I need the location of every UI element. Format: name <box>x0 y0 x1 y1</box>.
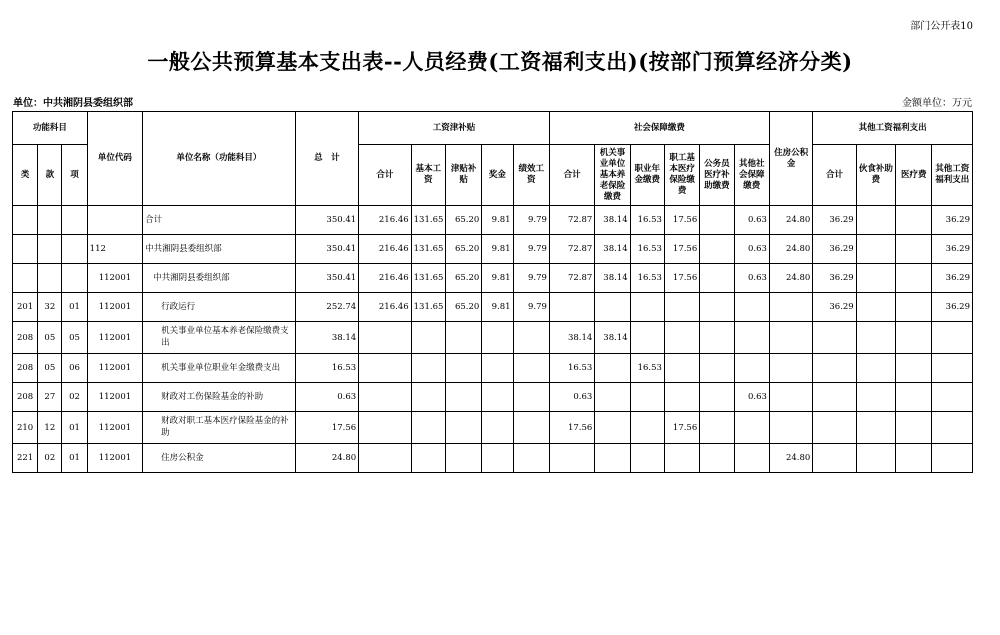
header-wage-col: 奖金 <box>482 145 513 206</box>
cell-amount: 65.20 <box>445 264 481 293</box>
cell-amount <box>813 383 856 412</box>
cell-amount <box>411 354 445 383</box>
cell-amount <box>513 383 549 412</box>
cell-amount: 131.65 <box>411 264 445 293</box>
cell-amount <box>595 293 630 322</box>
cell-amount: 252.74 <box>295 293 359 322</box>
cell-amount <box>896 264 932 293</box>
cell-amount: 72.87 <box>549 264 594 293</box>
cell-xiang <box>62 206 87 235</box>
cell-amount <box>359 444 411 473</box>
cell-lei <box>13 206 38 235</box>
cell-amount <box>700 354 734 383</box>
cell-kuan: 05 <box>38 322 62 354</box>
header-wage-col: 津贴补贴 <box>445 145 481 206</box>
header-wage-col: 绩效工资 <box>513 145 549 206</box>
cell-unit-name: 机关事业单位职业年金缴费支出 <box>143 354 295 383</box>
cell-amount: 9.79 <box>513 206 549 235</box>
cell-amount <box>664 354 699 383</box>
cell-amount <box>769 412 812 444</box>
cell-unit-code: 112001 <box>87 383 143 412</box>
header-unit-code: 单位代码 <box>87 112 143 206</box>
cell-amount: 24.80 <box>769 444 812 473</box>
page-title: 一般公共预算基本支出表--人员经费(工资福利支出)(按部门预算经济分类) <box>147 49 853 74</box>
cell-lei: 208 <box>13 354 38 383</box>
cell-amount: 65.20 <box>445 206 481 235</box>
cell-xiang: 02 <box>62 383 87 412</box>
cell-unit-name: 中共湘阴县委组织部 <box>143 235 295 264</box>
cell-lei: 210 <box>13 412 38 444</box>
header-total: 总 计 <box>295 112 359 206</box>
table-row <box>13 264 973 293</box>
cell-amount <box>932 383 973 412</box>
header-row-top <box>13 112 973 145</box>
cell-amount: 38.14 <box>549 322 594 354</box>
cell-amount <box>411 444 445 473</box>
cell-amount: 16.53 <box>630 235 664 264</box>
cell-amount: 350.41 <box>295 235 359 264</box>
cell-amount: 16.53 <box>549 354 594 383</box>
cell-amount: 17.56 <box>664 235 699 264</box>
header-social-col: 其他社会保障缴费 <box>734 145 769 206</box>
cell-amount: 36.29 <box>813 264 856 293</box>
cell-unit-name: 中共湘阴县委组织部 <box>143 264 295 293</box>
cell-amount: 17.56 <box>664 206 699 235</box>
cell-amount <box>482 383 513 412</box>
cell-kuan: 02 <box>38 444 62 473</box>
cell-amount <box>630 383 664 412</box>
header-lei: 类 <box>13 145 38 206</box>
cell-amount: 0.63 <box>549 383 594 412</box>
cell-amount <box>482 322 513 354</box>
cell-amount <box>896 293 932 322</box>
amount-unit-label: 金额单位：万元 <box>902 98 972 109</box>
budget-table <box>12 111 973 473</box>
cell-amount <box>896 235 932 264</box>
cell-amount <box>359 322 411 354</box>
cell-amount: 9.81 <box>482 293 513 322</box>
cell-amount: 16.53 <box>630 354 664 383</box>
cell-lei: 208 <box>13 383 38 412</box>
cell-amount <box>856 322 895 354</box>
cell-amount <box>513 444 549 473</box>
cell-amount: 24.80 <box>769 235 812 264</box>
cell-amount: 24.80 <box>769 206 812 235</box>
cell-amount: 16.53 <box>630 264 664 293</box>
cell-amount <box>734 412 769 444</box>
header-other-col: 其他工资福利支出 <box>932 145 973 206</box>
cell-lei: 208 <box>13 322 38 354</box>
cell-amount: 36.29 <box>932 264 973 293</box>
cell-amount <box>549 444 594 473</box>
cell-amount <box>630 322 664 354</box>
cell-lei <box>13 264 38 293</box>
header-wage-group: 工资津补贴 <box>359 112 550 145</box>
cell-amount: 38.14 <box>295 322 359 354</box>
cell-amount: 350.41 <box>295 206 359 235</box>
cell-amount: 9.79 <box>513 264 549 293</box>
cell-amount: 16.53 <box>295 354 359 383</box>
cell-kuan <box>38 206 62 235</box>
table-row <box>13 354 973 383</box>
cell-amount: 38.14 <box>595 235 630 264</box>
cell-amount <box>630 444 664 473</box>
cell-xiang: 05 <box>62 322 87 354</box>
cell-amount: 216.46 <box>359 235 411 264</box>
cell-amount: 9.81 <box>482 206 513 235</box>
cell-amount: 0.63 <box>734 206 769 235</box>
cell-amount: 9.79 <box>513 235 549 264</box>
cell-kuan: 12 <box>38 412 62 444</box>
cell-amount <box>359 354 411 383</box>
cell-amount <box>769 322 812 354</box>
cell-amount <box>549 293 594 322</box>
table-row <box>13 206 973 235</box>
cell-amount <box>896 354 932 383</box>
cell-unit-code: 112001 <box>87 444 143 473</box>
cell-amount <box>856 383 895 412</box>
cell-amount: 38.14 <box>595 206 630 235</box>
cell-amount <box>769 383 812 412</box>
cell-amount: 36.29 <box>932 293 973 322</box>
header-wage-col: 合计 <box>359 145 411 206</box>
cell-amount <box>813 444 856 473</box>
header-social-col: 机关事业单位基本养老保险缴费 <box>595 145 630 206</box>
cell-amount: 36.29 <box>932 206 973 235</box>
cell-amount: 9.81 <box>482 264 513 293</box>
header-other-col: 伙食补助费 <box>856 145 895 206</box>
cell-amount <box>700 293 734 322</box>
cell-unit-name: 财政对工伤保险基金的补助 <box>143 383 295 412</box>
cell-amount <box>769 293 812 322</box>
cell-amount: 216.46 <box>359 264 411 293</box>
cell-kuan: 27 <box>38 383 62 412</box>
cell-amount: 36.29 <box>813 235 856 264</box>
header-social-group: 社会保障缴费 <box>549 112 769 145</box>
table-row <box>13 322 973 354</box>
cell-amount <box>482 412 513 444</box>
cell-amount: 0.63 <box>734 235 769 264</box>
cell-amount <box>813 322 856 354</box>
header-unit-name: 单位名称（功能科目） <box>143 112 295 206</box>
cell-amount <box>513 322 549 354</box>
header-wage-col: 基本工资 <box>411 145 445 206</box>
cell-unit-code: 112 <box>87 235 143 264</box>
table-row <box>13 412 973 444</box>
table-row <box>13 235 973 264</box>
header-other-col: 医疗费 <box>896 145 932 206</box>
cell-amount: 72.87 <box>549 235 594 264</box>
header-social-col: 职工基本医疗保险缴费 <box>664 145 699 206</box>
cell-amount <box>896 383 932 412</box>
cell-unit-name: 财政对职工基本医疗保险基金的补助 <box>143 412 295 444</box>
cell-amount <box>856 354 895 383</box>
cell-amount <box>411 322 445 354</box>
cell-amount <box>813 412 856 444</box>
cell-amount <box>359 412 411 444</box>
cell-amount <box>932 412 973 444</box>
cell-unit-code: 112001 <box>87 412 143 444</box>
cell-amount: 17.56 <box>664 412 699 444</box>
page-number: 部门公开表10 <box>910 21 973 32</box>
cell-amount: 0.63 <box>295 383 359 412</box>
cell-amount <box>630 293 664 322</box>
cell-amount <box>932 322 973 354</box>
header-other-group: 其他工资福利支出 <box>813 112 973 145</box>
cell-kuan: 32 <box>38 293 62 322</box>
cell-amount: 0.63 <box>734 383 769 412</box>
cell-amount: 36.29 <box>932 235 973 264</box>
cell-unit-name: 行政运行 <box>143 293 295 322</box>
table-row <box>13 383 973 412</box>
cell-amount <box>595 383 630 412</box>
cell-amount: 38.14 <box>595 322 630 354</box>
cell-amount <box>700 206 734 235</box>
cell-amount <box>856 264 895 293</box>
cell-amount <box>411 412 445 444</box>
cell-amount: 72.87 <box>549 206 594 235</box>
cell-amount <box>700 235 734 264</box>
cell-xiang <box>62 235 87 264</box>
cell-kuan <box>38 264 62 293</box>
cell-amount <box>734 354 769 383</box>
header-social-col: 公务员医疗补助缴费 <box>700 145 734 206</box>
cell-amount <box>411 383 445 412</box>
header-xiang: 项 <box>62 145 87 206</box>
cell-amount: 131.65 <box>411 206 445 235</box>
cell-xiang <box>62 264 87 293</box>
cell-amount: 24.80 <box>295 444 359 473</box>
table-body <box>13 206 973 473</box>
header-other-col: 合计 <box>813 145 856 206</box>
cell-amount <box>445 322 481 354</box>
cell-amount: 216.46 <box>359 206 411 235</box>
cell-amount <box>932 444 973 473</box>
cell-amount <box>734 444 769 473</box>
cell-amount: 24.80 <box>769 264 812 293</box>
cell-amount <box>896 444 932 473</box>
cell-unit-code: 112001 <box>87 293 143 322</box>
cell-xiang: 01 <box>62 412 87 444</box>
cell-amount <box>813 354 856 383</box>
cell-kuan: 05 <box>38 354 62 383</box>
cell-amount <box>359 383 411 412</box>
cell-xiang: 01 <box>62 293 87 322</box>
cell-amount <box>856 444 895 473</box>
cell-unit-name: 住房公积金 <box>143 444 295 473</box>
table-row <box>13 444 973 473</box>
cell-amount: 17.56 <box>549 412 594 444</box>
header-func-subject: 功能科目 <box>13 112 88 145</box>
cell-amount <box>856 412 895 444</box>
cell-amount <box>769 354 812 383</box>
cell-amount <box>700 383 734 412</box>
cell-xiang: 06 <box>62 354 87 383</box>
cell-unit-name: 合计 <box>143 206 295 235</box>
cell-xiang: 01 <box>62 444 87 473</box>
cell-amount: 216.46 <box>359 293 411 322</box>
header-housing: 住房公积金 <box>769 112 812 206</box>
cell-amount: 36.29 <box>813 293 856 322</box>
cell-amount <box>445 412 481 444</box>
cell-amount <box>513 354 549 383</box>
cell-amount: 0.63 <box>734 264 769 293</box>
cell-amount <box>896 206 932 235</box>
cell-amount: 131.65 <box>411 235 445 264</box>
cell-amount <box>856 206 895 235</box>
cell-amount <box>664 383 699 412</box>
cell-amount: 9.79 <box>513 293 549 322</box>
cell-amount: 17.56 <box>295 412 359 444</box>
cell-amount <box>896 322 932 354</box>
cell-amount <box>700 264 734 293</box>
cell-amount <box>445 383 481 412</box>
cell-unit-name: 机关事业单位基本养老保险缴费支出 <box>143 322 295 354</box>
header-kuan: 款 <box>38 145 62 206</box>
cell-kuan <box>38 235 62 264</box>
cell-amount: 16.53 <box>630 206 664 235</box>
cell-amount: 38.14 <box>595 264 630 293</box>
cell-amount <box>482 354 513 383</box>
cell-amount <box>445 444 481 473</box>
cell-amount <box>595 412 630 444</box>
cell-amount: 65.20 <box>445 235 481 264</box>
cell-amount <box>664 444 699 473</box>
cell-amount <box>700 444 734 473</box>
cell-amount <box>856 235 895 264</box>
cell-amount: 65.20 <box>445 293 481 322</box>
header-social-col: 职业年金缴费 <box>630 145 664 206</box>
cell-amount: 350.41 <box>295 264 359 293</box>
cell-amount <box>482 444 513 473</box>
cell-amount: 131.65 <box>411 293 445 322</box>
cell-amount <box>700 412 734 444</box>
cell-amount <box>595 354 630 383</box>
cell-amount <box>700 322 734 354</box>
cell-amount: 36.29 <box>813 206 856 235</box>
cell-amount <box>595 444 630 473</box>
cell-amount: 9.81 <box>482 235 513 264</box>
cell-unit-code <box>87 206 143 235</box>
cell-amount <box>856 293 895 322</box>
cell-unit-code: 112001 <box>87 322 143 354</box>
cell-lei: 201 <box>13 293 38 322</box>
cell-unit-code: 112001 <box>87 354 143 383</box>
cell-amount <box>932 354 973 383</box>
cell-amount <box>896 412 932 444</box>
cell-amount <box>630 412 664 444</box>
cell-lei <box>13 235 38 264</box>
cell-amount <box>734 322 769 354</box>
cell-amount <box>664 322 699 354</box>
cell-amount <box>513 412 549 444</box>
table-row <box>13 293 973 322</box>
cell-amount <box>734 293 769 322</box>
cell-unit-code: 112001 <box>87 264 143 293</box>
cell-lei: 221 <box>13 444 38 473</box>
cell-amount <box>664 293 699 322</box>
cell-amount <box>445 354 481 383</box>
header-social-col: 合计 <box>549 145 594 206</box>
cell-amount: 17.56 <box>664 264 699 293</box>
unit-label: 单位：中共湘阴县委组织部 <box>13 98 133 109</box>
